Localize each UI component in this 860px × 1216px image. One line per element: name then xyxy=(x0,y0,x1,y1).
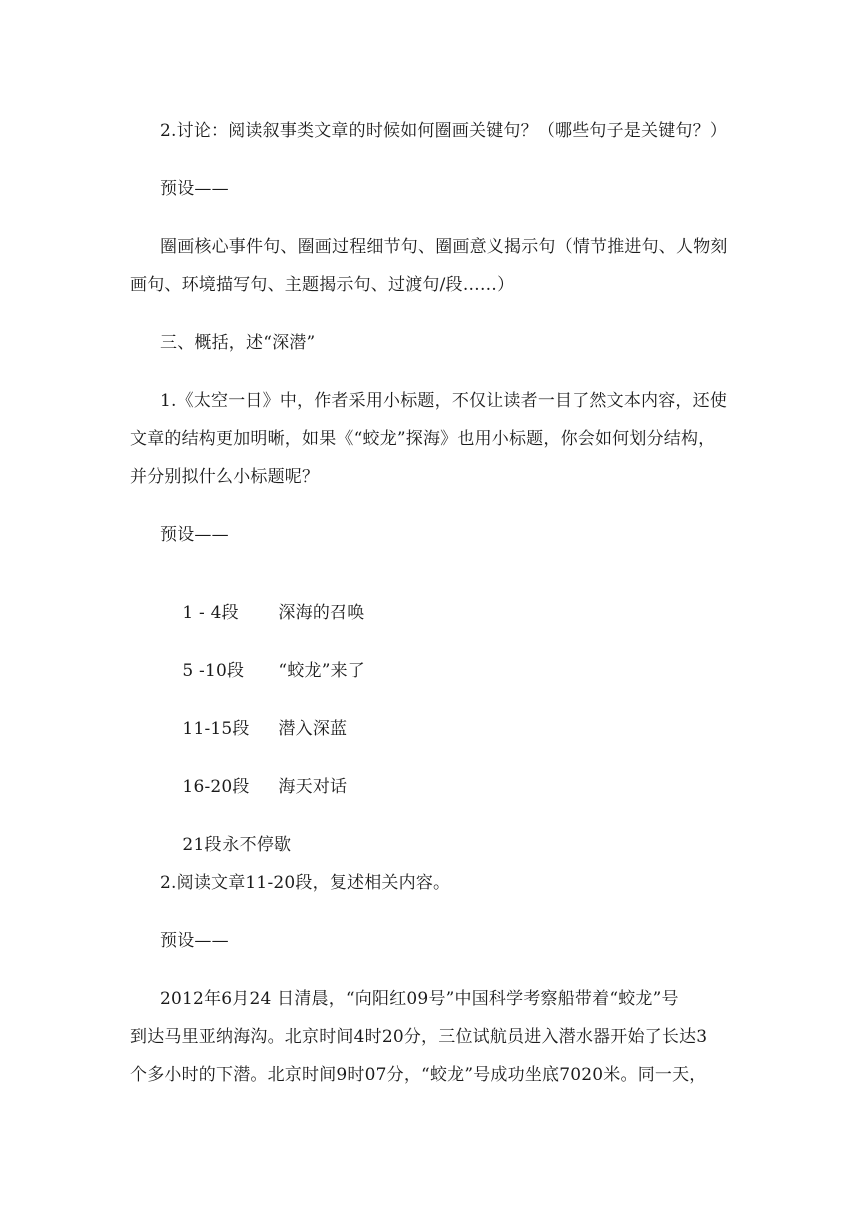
preset-label: 预设—— xyxy=(160,179,229,199)
retelling-line-3: 个多小时的下潜。北京时间9时07分，“蛟龙”号成功坐底7020米。同一天， xyxy=(130,1065,707,1085)
subtitle-row xyxy=(160,757,347,817)
question-1-line-1: 1.《太空一日》中，作者采用小标题，不仅让读者一目了然文本内容，还使 xyxy=(160,391,728,411)
segment-range: 11-15段 xyxy=(182,719,250,739)
subtitle-row xyxy=(160,815,291,875)
preset-answer-line-1: 圈画核心事件句、圈画过程细节句、圈画意义揭示句（情节推进句、人物刻 xyxy=(160,237,728,257)
segment-range: 5 -10段 xyxy=(182,661,245,681)
preset-label: 预设—— xyxy=(160,931,229,951)
retelling-line-1: 2012年6月24 日清晨，“向阳红09号”中国科学考察船带着“蛟龙”号 xyxy=(160,989,679,1009)
subtitle-row xyxy=(160,583,364,643)
subtitle-text: 永不停歇 xyxy=(222,835,292,855)
question-1-line-2: 文章的结构更加明晰，如果《“蛟龙”探海》也用小标题，你会如何划分结构， xyxy=(130,429,716,449)
subtitle-text: 深海的召唤 xyxy=(278,603,365,623)
subtitle-row xyxy=(160,641,365,701)
subtitle-text: 潜入深蓝 xyxy=(278,719,348,739)
subtitle-row xyxy=(160,699,347,759)
section-heading-3: 三、概括，述“深潜” xyxy=(160,333,316,353)
subtitle-text: 海天对话 xyxy=(278,777,348,797)
question-2: 2.阅读文章11-20段，复述相关内容。 xyxy=(160,873,451,893)
segment-range: 21段 xyxy=(182,835,222,855)
preset-answer-line-2: 画句、环境描写句、主题揭示句、过渡句/段……） xyxy=(130,275,515,295)
preset-label: 预设—— xyxy=(160,525,229,545)
question-1-line-3: 并分别拟什么小标题呢？ xyxy=(130,467,320,487)
discussion-question-2: 2.讨论：阅读叙事类文章的时候如何圈画关键句？（哪些句子是关键句？） xyxy=(160,121,728,141)
segment-range: 16-20段 xyxy=(182,777,250,797)
retelling-line-2: 到达马里亚纳海沟。北京时间4时20分，三位试航员进入潜水器开始了长达3 xyxy=(130,1027,708,1047)
segment-range: 1 - 4段 xyxy=(182,603,239,623)
subtitle-text: “蛟龙”来了 xyxy=(278,661,366,681)
